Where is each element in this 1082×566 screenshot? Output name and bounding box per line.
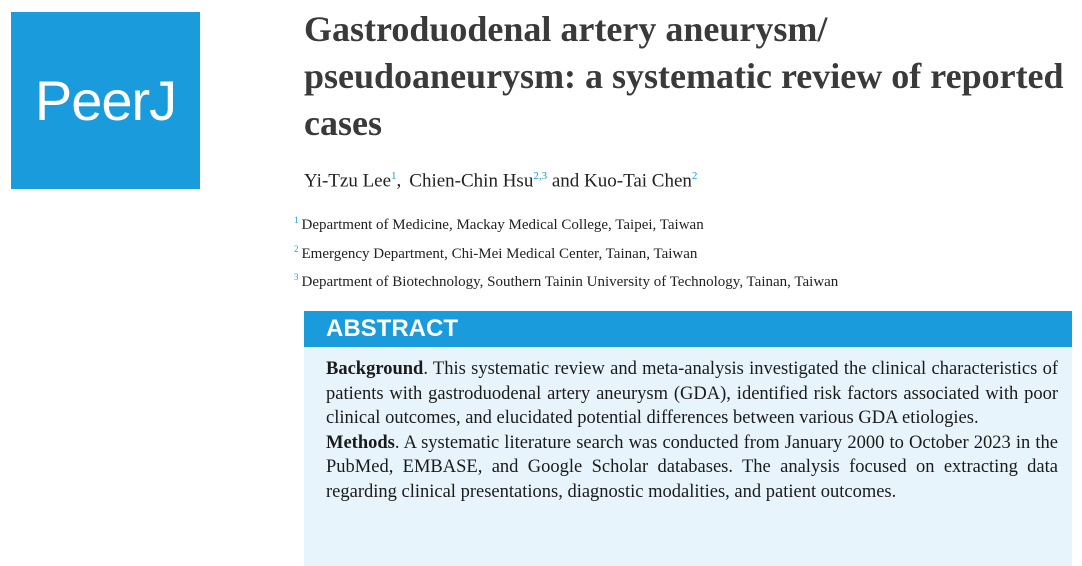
affiliation-item	[294, 209, 838, 238]
authors-and: and	[551, 170, 580, 192]
author-affil-ref: 2	[691, 170, 698, 182]
section-text: . A systematic literature search was conducted from January 2000 to October 2023 in the PubMed, EMBASE, and Google Scholar databases. The analysis focused on extracting data regarding clinical presentations, diagnostic modalities, and patient outcomes.	[326, 432, 1058, 502]
affil-text: Department of Medicine, Mackay Medical College, Taipei, Taiwan	[301, 217, 704, 233]
section-label: Methods	[326, 432, 395, 453]
affil-text: Emergency Department, Chi-Mei Medical Center, Tainan, Taiwan	[301, 245, 698, 262]
author-name[interactable]: Chien-Chin Hsu	[409, 170, 534, 192]
abstract-box	[304, 311, 1072, 566]
author-name[interactable]: Yi-Tzu Lee	[304, 170, 392, 192]
abstract-section	[326, 431, 1058, 505]
affil-text: Department of Biotechnology, Southern Tainin University of Technology, Tainan, Taiwan	[301, 274, 839, 290]
affiliation-list	[294, 209, 838, 295]
peerj-logo	[11, 12, 200, 189]
affil-number: 3	[294, 272, 299, 282]
author-list: Yi-Tzu Lee$^1$, Chien-Chin Hsu$^{2,3}$ and Kuo-Tai Chen$^2$	[304, 170, 698, 192]
affiliation-item	[294, 266, 838, 295]
abstract-heading: ABSTRACT	[304, 311, 1072, 347]
affiliation-item	[294, 238, 838, 267]
author-affil-ref: 2,3	[533, 170, 548, 182]
author-name[interactable]: Kuo-Tai Chen	[584, 170, 692, 192]
section-text: . This systematic review and meta-analysis investigated the clinical characteristics of patients with gastroduodenal artery aneurysm (GDA), identified risk factors associated with poor clinical outcomes, and elucidated potential differences between various GDA etiologies.	[326, 359, 1058, 428]
logo-text: PeerJ	[34, 69, 177, 132]
abstract-body	[304, 347, 1072, 504]
section-label: Background	[326, 359, 424, 379]
author-affil-ref: 1	[391, 170, 397, 182]
affil-number: 2	[294, 243, 299, 254]
abstract-section	[326, 357, 1058, 431]
affil-number: 1	[294, 215, 299, 225]
article-title: Gastroduodenal artery aneurysm/ pseudoaneurysm: a systematic review of reported cases	[304, 9, 1064, 143]
